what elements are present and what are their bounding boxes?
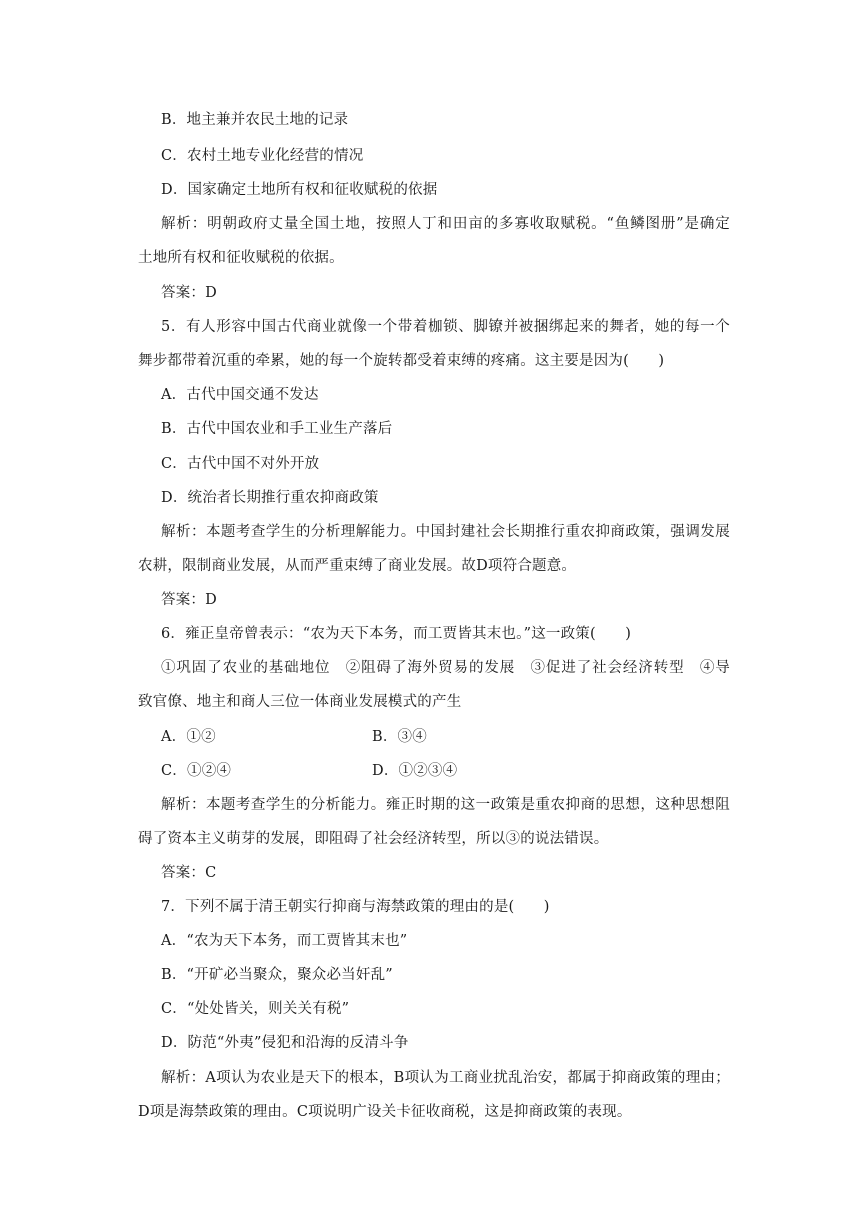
question-6-analysis-line-2: 碍了资本主义萌芽的发展，即阻碍了社会经济转型，所以③的说法错误。 — [138, 831, 609, 847]
question-7-analysis-line-2: D项是海禁政策的理由。C项说明广设关卡征收商税，这是抑商政策的表现。 — [138, 1104, 632, 1120]
question-5-option-a: A．古代中国交通不发达 — [161, 387, 319, 403]
question-6-option-b: B．③④ — [372, 729, 427, 745]
question-6-analysis-line-1: 解析：本题考查学生的分析能力。雍正时期的这一政策是重农抑商的思想，这种思想阻 — [161, 797, 730, 813]
answer-prev: 答案：D — [161, 285, 217, 301]
option-d-prev-question: D．国家确定土地所有权和征收赋税的依据 — [161, 182, 438, 198]
question-6-stem: 6．雍正皇帝曾表示：“农为天下本务，而工贾皆其末也。”这一政策( ) — [161, 626, 632, 642]
option-c-prev-question: C．农村土地专业化经营的情况 — [161, 148, 364, 164]
analysis-prev-line-1: 解析：明朝政府丈量全国土地，按照人丁和田亩的多寡收取赋税。“鱼鳞图册”是确定 — [161, 216, 730, 232]
question-6-option-d: D．①②③④ — [372, 763, 458, 779]
question-5-line-2: 舞步都带着沉重的牵累，她的每一个旋转都受着束缚的疼痛。这主要是因为( ) — [138, 353, 665, 369]
question-6-answer: 答案：C — [161, 865, 217, 881]
question-5-option-c: C．古代中国不对外开放 — [161, 456, 320, 472]
analysis-prev-line-2: 土地所有权和征收赋税的依据。 — [138, 250, 344, 266]
question-6-statements-line-2: 致官僚、地主和商人三位一体商业发展模式的产生 — [138, 694, 462, 710]
question-5-line-1: 5．有人形容中国古代商业就像一个带着枷锁、脚镣并被捆绑起来的舞者，她的每一个 — [161, 319, 730, 335]
question-7-analysis-line-1: 解析：A项认为农业是天下的根本，B项认为工商业扰乱治安，都属于抑商政策的理由； — [161, 1070, 730, 1086]
question-5-analysis-line-2: 农耕，限制商业发展，从而严重束缚了商业发展。故D项符合题意。 — [138, 558, 577, 574]
question-5-option-d: D．统治者长期推行重农抑商政策 — [161, 490, 379, 506]
question-7-option-a: A．“农为天下本务，而工贾皆其末也” — [161, 933, 408, 949]
question-7-option-c: C．“处处皆关，则关关有税” — [161, 1001, 350, 1017]
question-7-stem: 7．下列不属于清王朝实行抑商与海禁政策的理由的是( ) — [161, 899, 550, 915]
question-6-option-a: A．①② — [161, 729, 216, 745]
question-6-statements-line-1: ①巩固了农业的基础地位 ②阻碍了海外贸易的发展 ③促进了社会经济转型 ④导 — [161, 660, 730, 676]
question-7-option-b: B．“开矿必当聚众，聚众必当奸乱” — [161, 967, 393, 983]
question-5-answer: 答案：D — [161, 592, 217, 608]
question-5-analysis-line-1: 解析：本题考查学生的分析理解能力。中国封建社会长期推行重农抑商政策，强调发展 — [161, 524, 730, 540]
question-7-option-d: D．防范“外夷”侵犯和沿海的反清斗争 — [161, 1035, 409, 1051]
question-6-option-c: C．①②④ — [161, 763, 232, 779]
option-b-prev-question: B．地主兼并农民土地的记录 — [161, 112, 349, 128]
question-5-option-b: B．古代中国农业和手工业生产落后 — [161, 421, 393, 437]
